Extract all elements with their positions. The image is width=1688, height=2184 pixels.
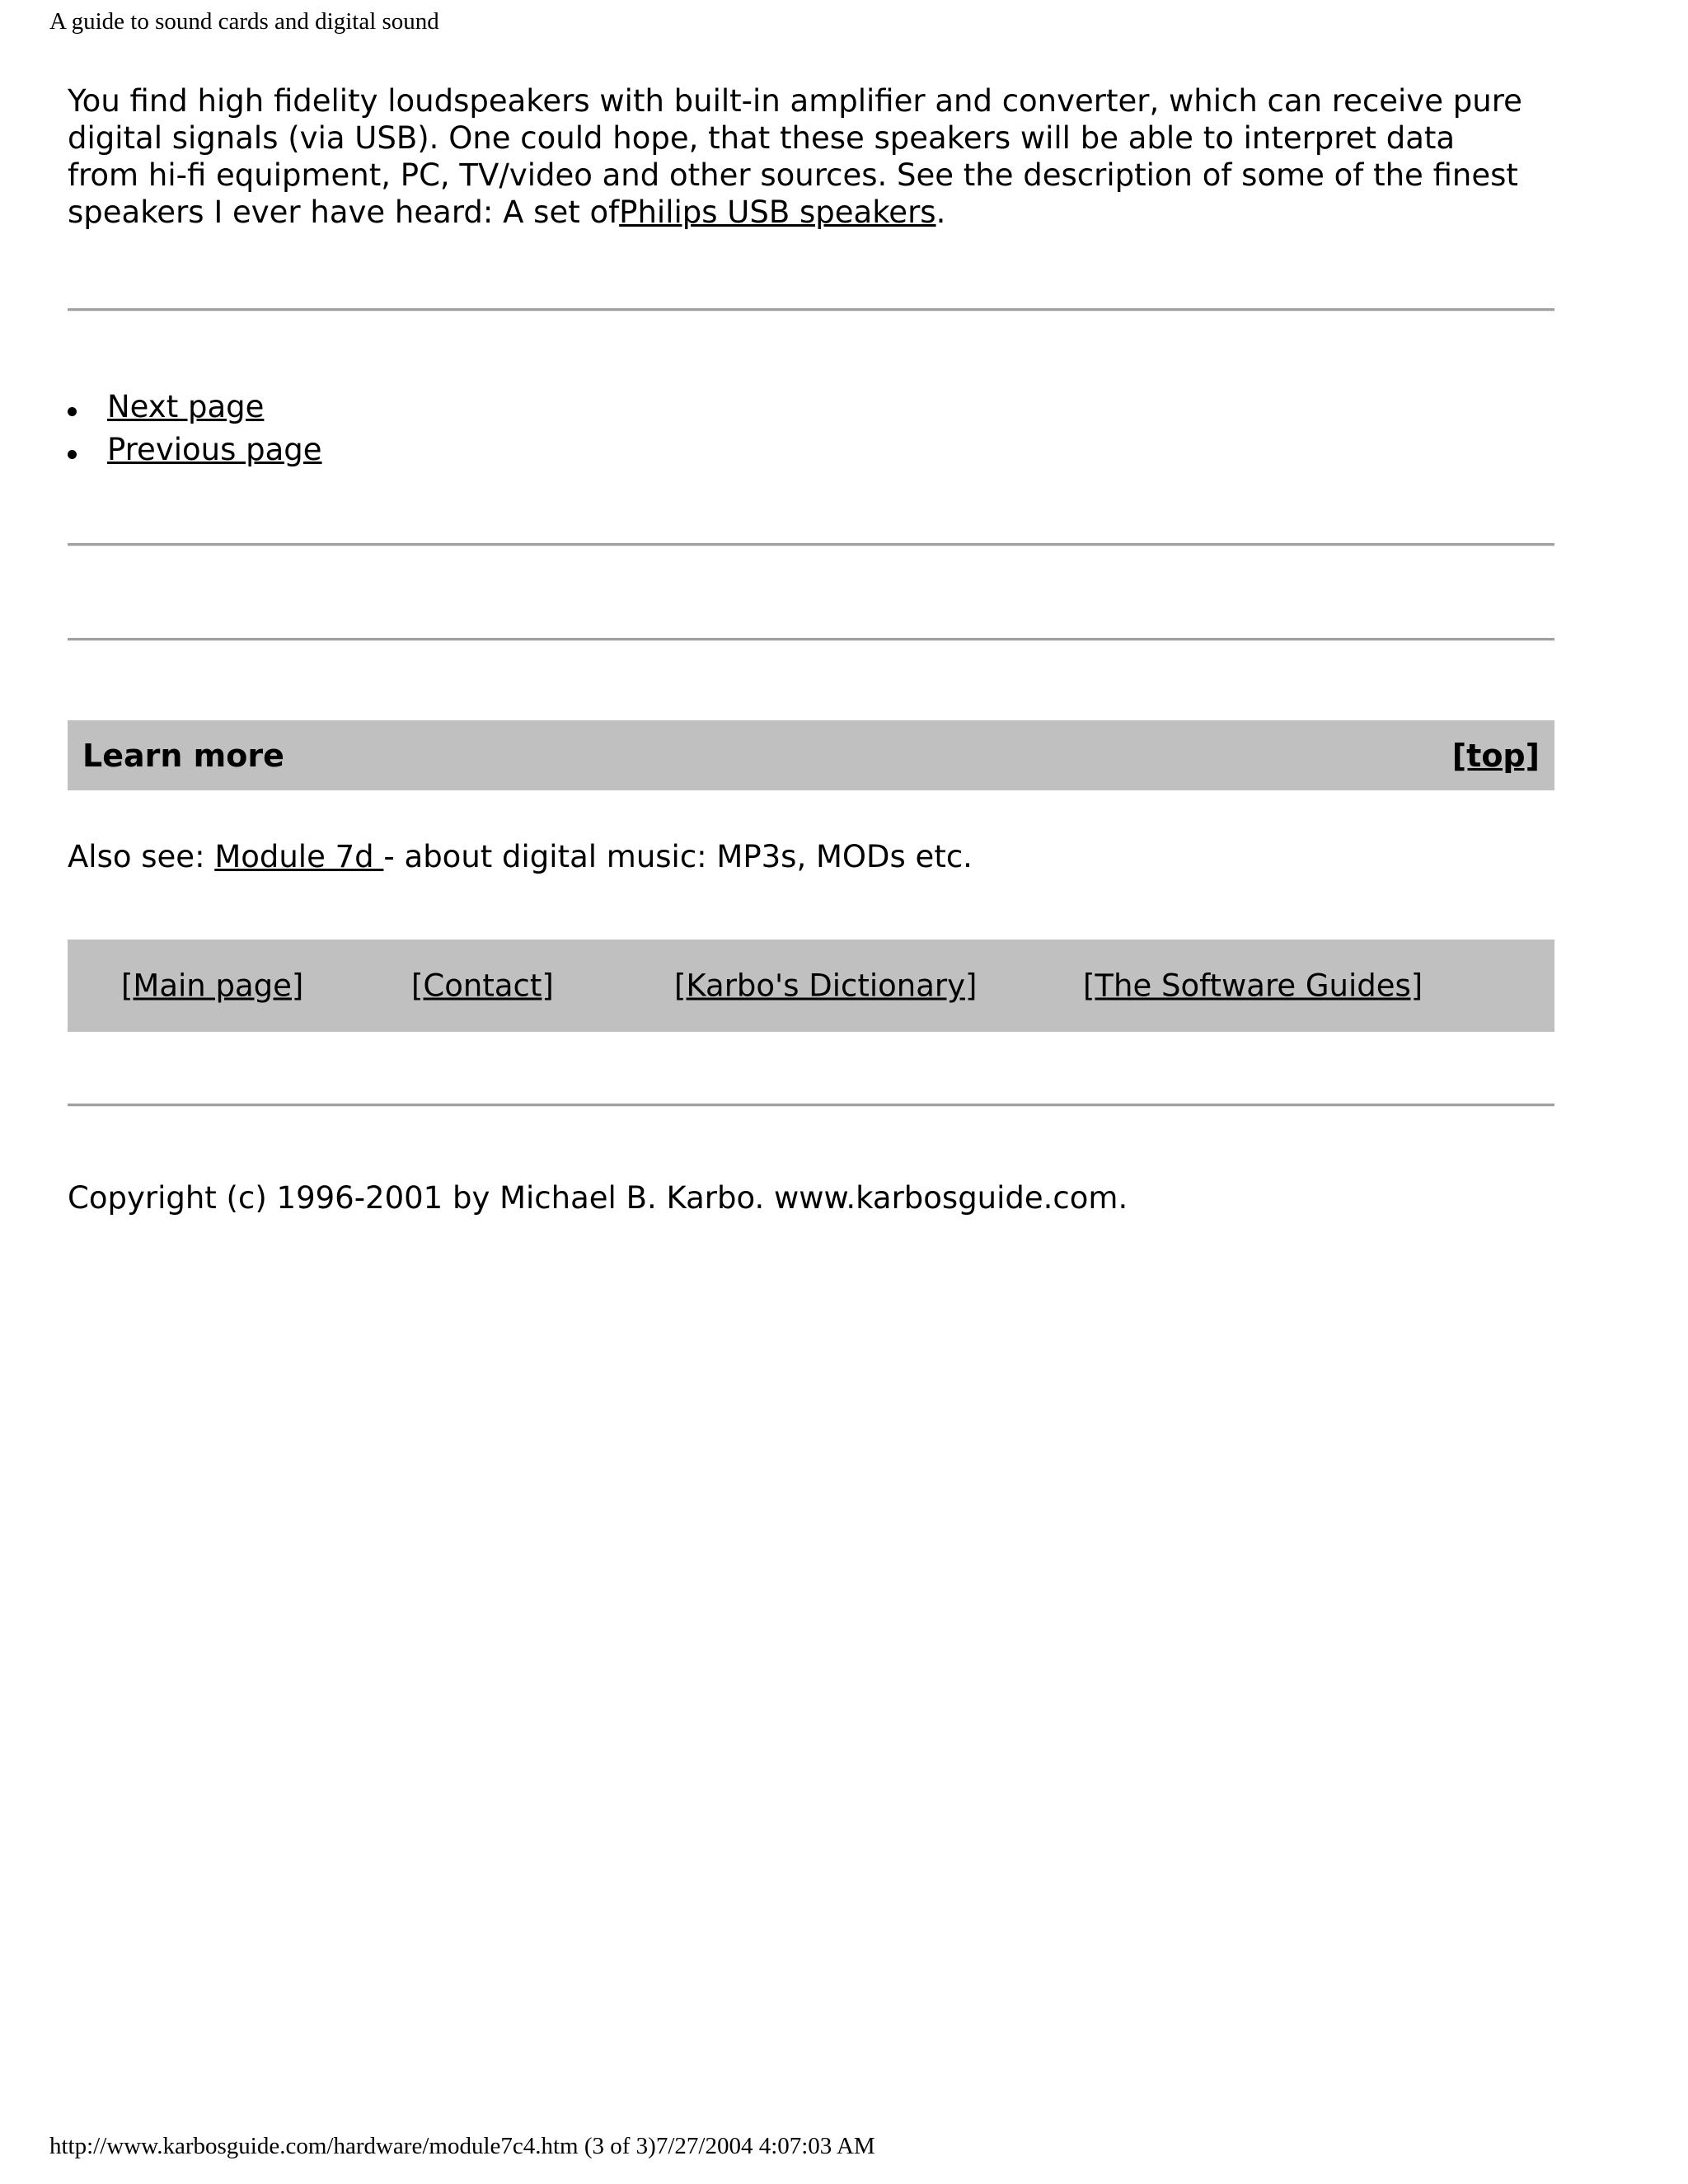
- software-guides-link[interactable]: [The Software Guides]: [1083, 968, 1423, 1004]
- list-item: [68, 386, 322, 429]
- bullet-icon: [68, 450, 77, 459]
- intro-trailing: .: [935, 194, 946, 230]
- module-7d-link[interactable]: Module 7d: [214, 839, 384, 874]
- print-header: A guide to sound cards and digital sound: [49, 8, 439, 35]
- philips-usb-speakers-link[interactable]: Philips USB speakers: [619, 194, 936, 230]
- copyright-text: Copyright (c) 1996-2001 by Michael B. Karbo. www.karbosguide.com.: [68, 1180, 1128, 1216]
- learn-more-bar: [68, 720, 1554, 790]
- divider-1: [68, 308, 1554, 312]
- main-page-link[interactable]: [Main page]: [121, 968, 304, 1004]
- print-footer: http://www.karbosguide.com/hardware/module7c4.htm (3 of 3)7/27/2004 4:07:03 AM: [49, 2133, 875, 2159]
- contact-link[interactable]: [Contact]: [411, 968, 554, 1004]
- footer-link-bar: [68, 940, 1554, 1032]
- also-see-prefix: Also see:: [68, 839, 215, 874]
- divider-4: [68, 1104, 1554, 1107]
- top-link[interactable]: [top]: [1451, 737, 1540, 774]
- also-see-suffix: - about digital music: MP3s, MODs etc.: [383, 839, 973, 874]
- main-content: [68, 82, 1554, 231]
- previous-page-link[interactable]: Previous page: [107, 432, 322, 467]
- list-item: [68, 429, 322, 471]
- next-page-link[interactable]: Next page: [107, 389, 265, 424]
- karbos-dictionary-link[interactable]: [Karbo's Dictionary]: [674, 968, 978, 1004]
- intro-paragraph: [68, 82, 1535, 231]
- learn-more-heading: Learn more: [82, 737, 284, 774]
- intro-text: You find high fidelity loudspeakers with built-in amplifier and converter, which can receive pure digital signals (via USB). One could hope, that these speakers will be able to interpret data from hi-fi equipment, PC, TV/video and other sources. See the description of some of the finest speakers I ever have heard: A set of: [68, 83, 1522, 230]
- divider-2: [68, 543, 1554, 546]
- bullet-icon: [68, 407, 77, 416]
- page-nav-list: [68, 386, 322, 471]
- also-see-line: [68, 839, 973, 874]
- divider-3: [68, 638, 1554, 641]
